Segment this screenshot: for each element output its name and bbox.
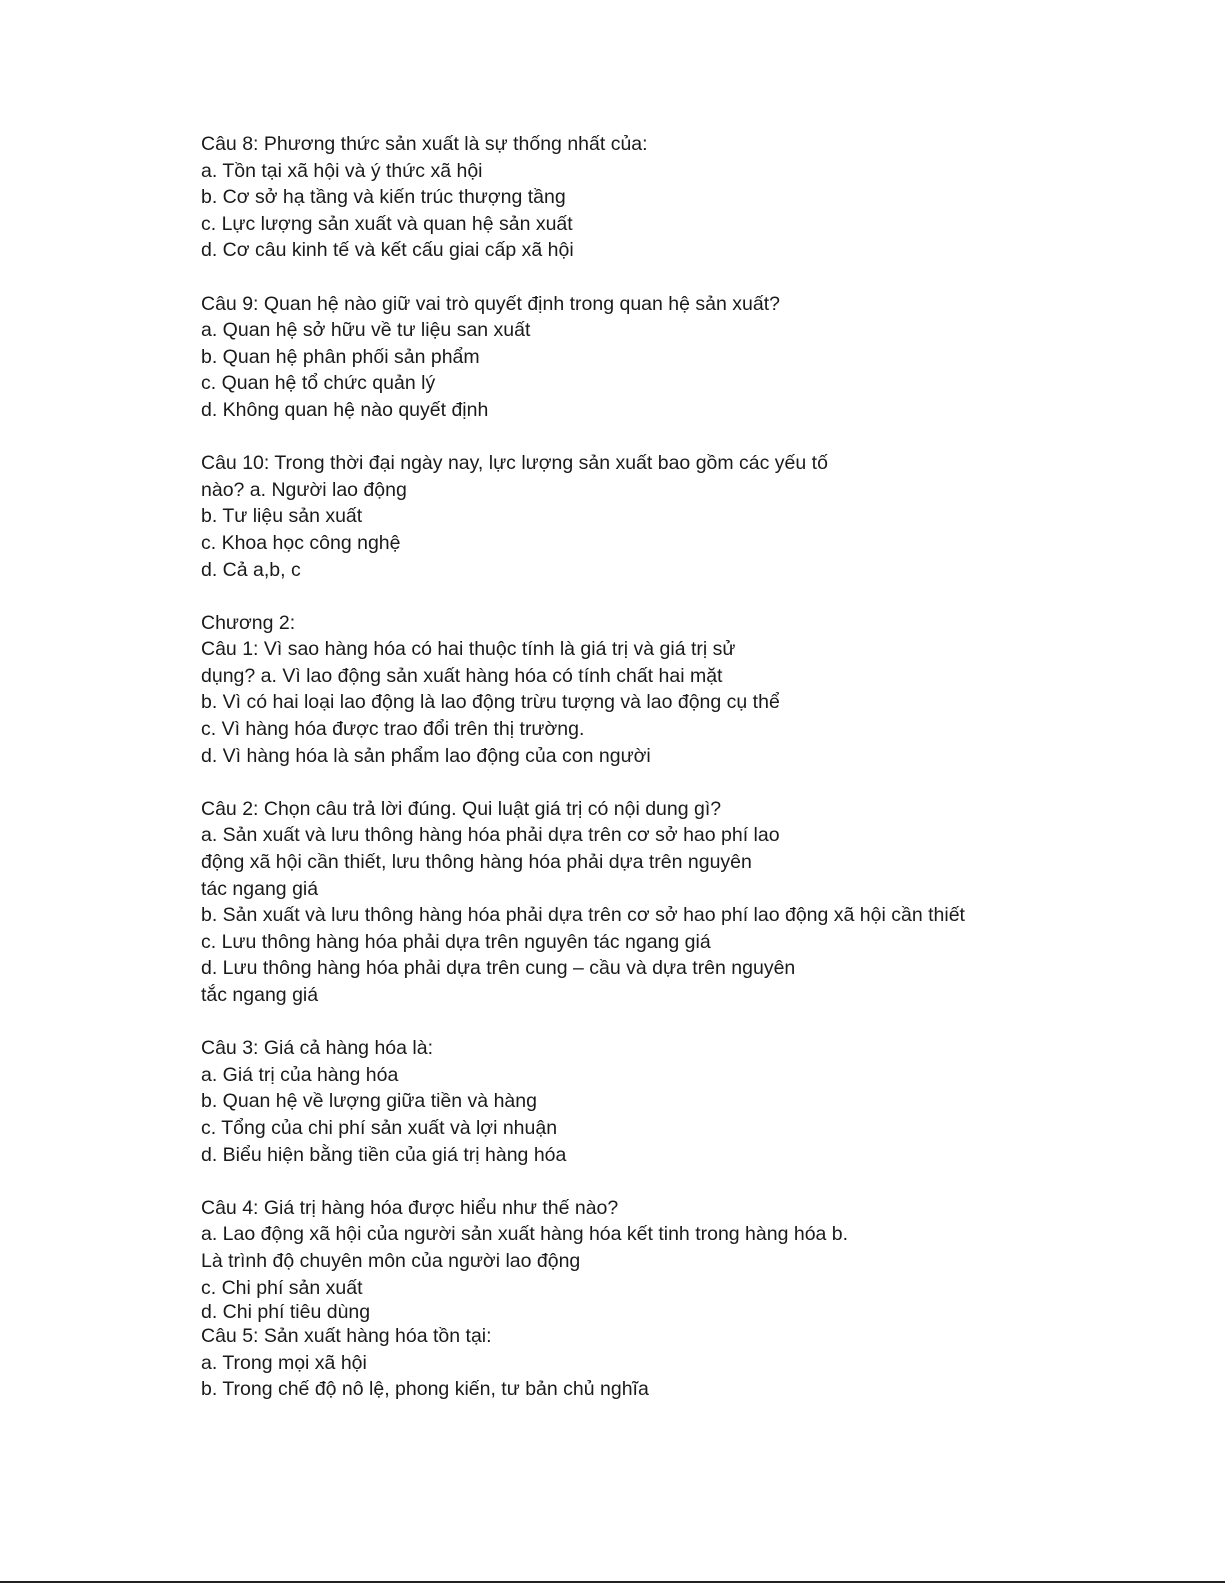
answer-option-c: c. Lưu thông hàng hóa phải dựa trên nguyên tác ngang giá [201, 930, 711, 953]
answer-option-b: b. Vì có hai loại lao động là lao động trừu tượng và lao động cụ thể [201, 691, 780, 714]
spacer [201, 1168, 1201, 1195]
answer-option-c: c. Vì hàng hóa được trao đổi trên thị trường. [201, 718, 585, 741]
answer-option-d: d. Cả a,b, c [201, 558, 301, 581]
question-text: Câu 8: Phương thức sản xuất là sự thống nhất của: [201, 133, 648, 155]
question-text: Câu 9: Quan hệ nào giữ vai trò quyết định trong quan hệ sản xuất? [201, 292, 780, 315]
answer-option-c: c. Khoa học công nghệ [201, 531, 401, 554]
answer-option-a: a. Quan hệ sở hữu về tư liệu san xuất [201, 319, 531, 342]
answer-option-b: b. Sản xuất và lưu thông hàng hóa phải dựa trên cơ sở hao phí lao động xã hội cần thiết [201, 904, 965, 927]
answer-option-b: b. Quan hệ phân phối sản phẩm [201, 345, 480, 368]
question-text: Câu 5: Sản xuất hàng hóa tồn tại: [201, 1325, 492, 1348]
answer-option-a-continued: tác ngang giá [201, 877, 319, 900]
answer-option-b: b. Quan hệ về lượng giữa tiền và hàng [201, 1090, 537, 1113]
answer-option-d-continued: tắc ngang giá [201, 984, 319, 1006]
question-text-continued: dụng? a. Vì lao động sản xuất hàng hóa có tính chất hai mặt [201, 664, 723, 687]
answer-option-a: a. Trong mọi xã hội [201, 1351, 367, 1374]
answer-option-a: a. Giá trị của hàng hóa [201, 1063, 399, 1086]
answer-option-b-continued: Là trình độ chuyên môn của người lao động [201, 1249, 581, 1272]
answer-option-d: d. Chi phí tiêu dùng [201, 1301, 371, 1324]
page-bottom-edge [0, 1581, 1225, 1583]
answer-option-a: a. Sản xuất và lưu thông hàng hóa phải dựa trên cơ sở hao phí lao [201, 824, 780, 847]
chapter-2-question-3 [201, 1035, 1201, 1168]
answer-option-c: c. Tổng của chi phí sản xuất và lợi nhuận [201, 1116, 558, 1139]
answer-option-c: c. Chi phí sản xuất [201, 1276, 363, 1299]
question-text: Câu 4: Giá trị hàng hóa được hiểu như thế nào? [201, 1196, 619, 1219]
answer-option-d: d. Lưu thông hàng hóa phải dựa trên cung – cầu và dựa trên nguyên [201, 957, 796, 980]
answer-option-a-continued: động xã hội cần thiết, lưu thông hàng hóa phải dựa trên nguyên [201, 851, 752, 874]
answer-option-d: d. Vì hàng hóa là sản phẩm lao động của con người [201, 744, 651, 767]
question-text: Câu 10: Trong thời đại ngày nay, lực lượng sản xuất bao gồm các yếu tố [201, 452, 828, 475]
answer-option-b: b. Trong chế độ nô lệ, phong kiến, tư bản chủ nghĩa [201, 1378, 649, 1401]
answer-option-d: d. Biểu hiện bằng tiền của giá trị hàng hóa [201, 1143, 567, 1166]
question-block-8 [201, 131, 1201, 264]
chapter-2-question-4 [201, 1195, 1201, 1323]
question-text: Câu 3: Giá cả hàng hóa là: [201, 1037, 433, 1060]
spacer [201, 424, 1201, 451]
document-body [201, 131, 1201, 1403]
answer-option-c: c. Quan hệ tổ chức quản lý [201, 372, 436, 395]
question-text: Câu 2: Chọn câu trả lời đúng. Qui luật giá trị có nội dung gì? [201, 797, 722, 820]
chapter-2-question-2 [201, 796, 1201, 1009]
spacer [201, 264, 1201, 291]
chapter-2-question-5 [201, 1323, 1201, 1403]
chapter-2-question-1 [201, 610, 1201, 770]
question-block-9 [201, 291, 1201, 424]
chapter-heading: Chương 2: [201, 611, 296, 634]
answer-option-a: a. Lao động xã hội của người sản xuất hàng hóa kết tinh trong hàng hóa b. [201, 1223, 849, 1246]
spacer [201, 1009, 1201, 1036]
answer-option-b: b. Cơ sở hạ tầng và kiến trúc thượng tầng [201, 186, 566, 209]
spacer [201, 769, 1201, 796]
answer-option-b: b. Tư liệu sản xuất [201, 505, 363, 528]
answer-option-d: d. Không quan hệ nào quyết định [201, 398, 489, 421]
answer-option-d: d. Cơ câu kinh tế và kết cấu giai cấp xã hội [201, 239, 574, 262]
question-text: Câu 1: Vì sao hàng hóa có hai thuộc tính là giá trị và giá trị sử [201, 638, 736, 661]
answer-option-c: c. Lực lượng sản xuất và quan hệ sản xuất [201, 212, 573, 235]
question-text-continued: nào? a. Người lao động [201, 478, 407, 501]
answer-option-a: a. Tồn tại xã hội và ý thức xã hội [201, 159, 483, 182]
spacer [201, 583, 1201, 610]
question-block-10 [201, 450, 1201, 583]
